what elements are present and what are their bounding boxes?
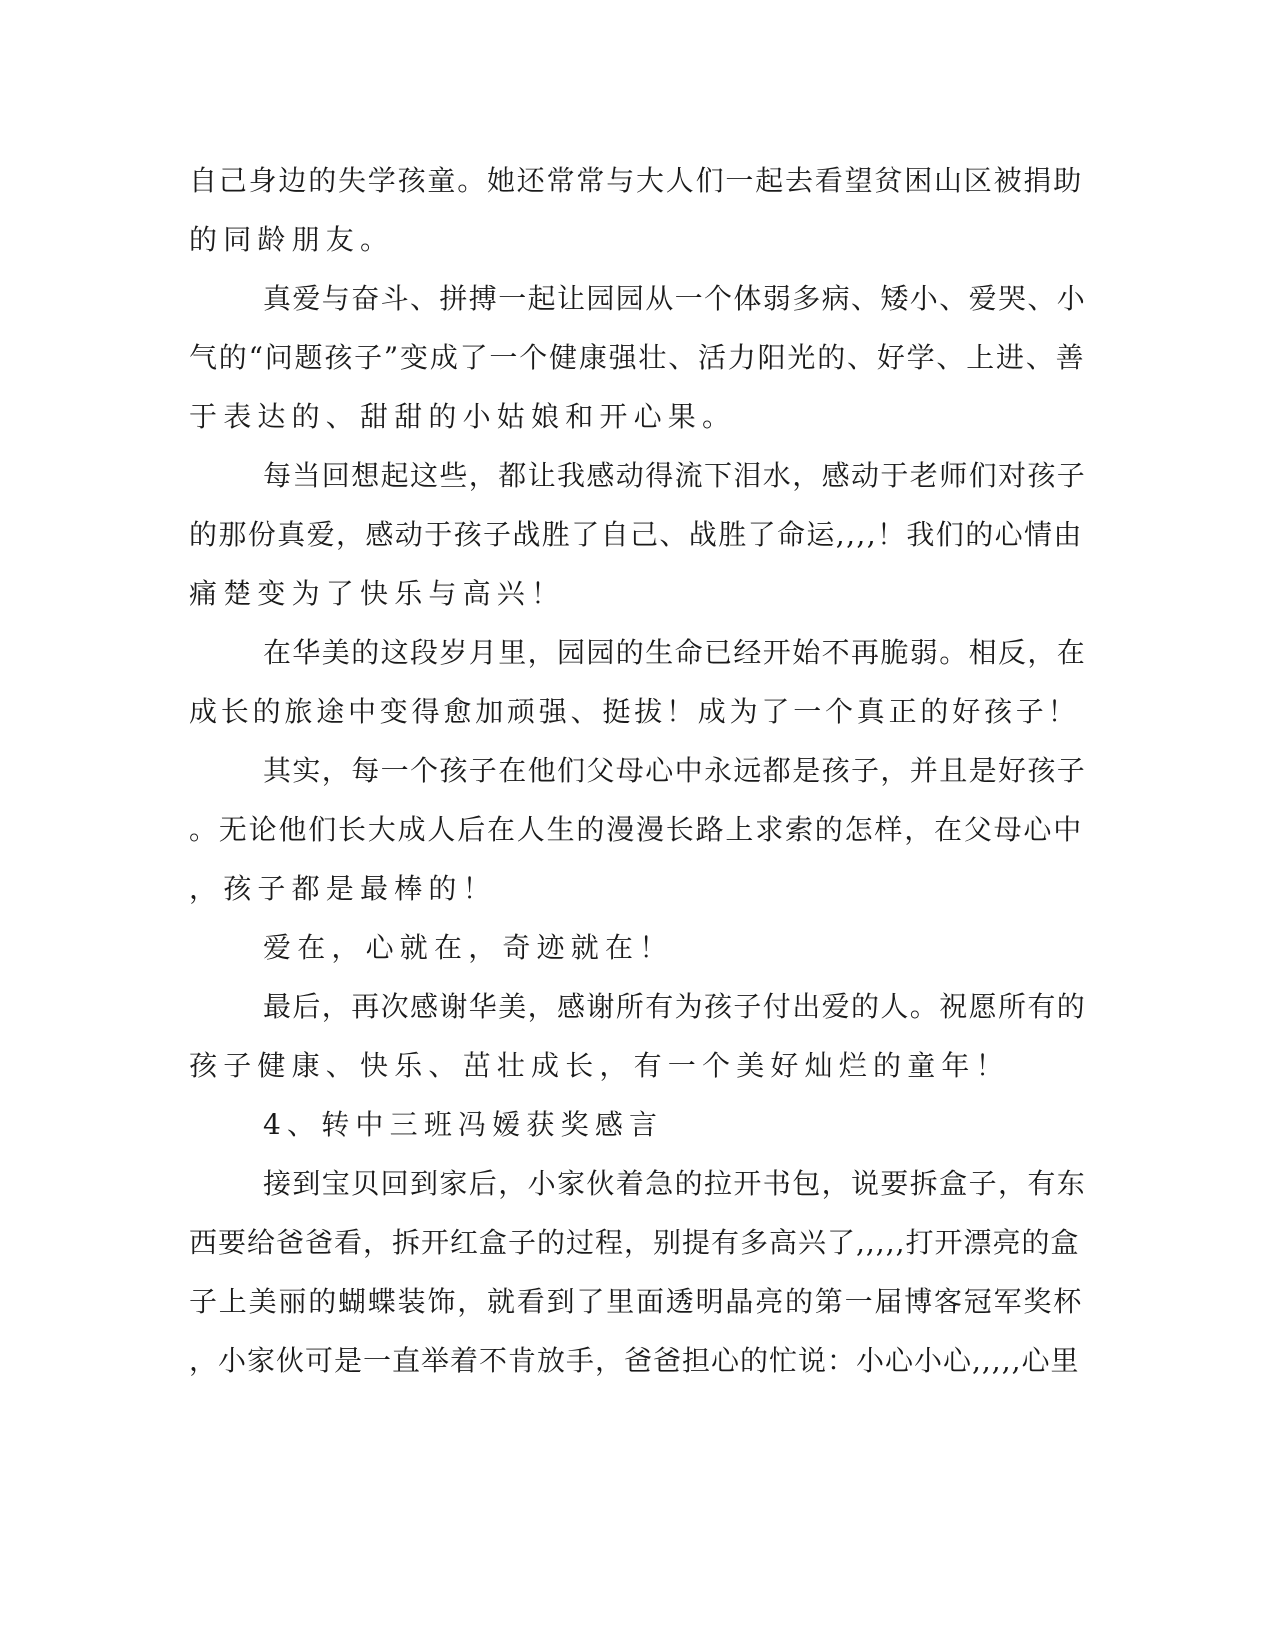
text-line: ，小家伙可是一直举着不肯放手，爸爸担心的忙说：小心小心,,,,,心里 bbox=[189, 1344, 1080, 1377]
paragraph-start: 其实，每一个孩子在他们父母心中永远都是孩子，并且是好孩子 bbox=[263, 754, 1087, 787]
text-line: 子上美丽的蝴蝶装饰，就看到了里面透明晶亮的第一届博客冠军奖杯 bbox=[189, 1285, 1084, 1318]
text-line: 于表达的、甜甜的小姑娘和开心果。 bbox=[189, 400, 737, 433]
text-line: 的那份真爱，感动于孩子战胜了自己、战胜了命运,,,,！我们的心情由 bbox=[189, 518, 1083, 551]
text-line: 的同龄朋友。 bbox=[189, 223, 395, 256]
text-line: 痛楚变为了快乐与高兴！ bbox=[189, 577, 566, 610]
paragraph-start: 接到宝贝回到家后，小家伙着急的拉开书包，说要拆盒子，有东 bbox=[263, 1167, 1087, 1200]
paragraph-start: 爱在，心就在，奇迹就在！ bbox=[263, 931, 674, 964]
paragraph-start: 真爱与奋斗、拼搏一起让园园从一个体弱多病、矮小、爱哭、小 bbox=[263, 282, 1087, 315]
paragraph-start: 在华美的这段岁月里，园园的生命已经开始不再脆弱。相反，在 bbox=[263, 636, 1087, 669]
paragraph-start: 最后，再次感谢华美，感谢所有为孩子付出爱的人。祝愿所有的 bbox=[263, 990, 1087, 1023]
text-line: 自己身边的失学孩童。她还常常与大人们一起去看望贫困山区被捐助 bbox=[189, 164, 1084, 197]
section-heading: 4、转中三班冯嫒获奖感言 bbox=[263, 1108, 664, 1141]
paragraph-start: 每当回想起这些，都让我感动得流下泪水，感动于老师们对孩子 bbox=[263, 459, 1087, 492]
text-line: 孩子健康、快乐、茁壮成长，有一个美好灿烂的童年！ bbox=[189, 1049, 1010, 1082]
text-line: ，孩子都是最棒的！ bbox=[189, 872, 497, 905]
text-line: 成长的旅途中变得愈加顽强、挺拔！成为了一个真正的好孩子！ bbox=[189, 695, 1080, 728]
text-line: 。无论他们长大成人后在人生的漫漫长路上求索的怎样，在父母心中 bbox=[189, 813, 1084, 846]
text-line: 气的“问题孩子”变成了一个健康强壮、活力阳光的、好学、上进、善 bbox=[189, 341, 1086, 374]
text-line: 西要给爸爸看，拆开红盒子的过程，别提有多高兴了,,,,,打开漂亮的盒 bbox=[189, 1226, 1080, 1259]
